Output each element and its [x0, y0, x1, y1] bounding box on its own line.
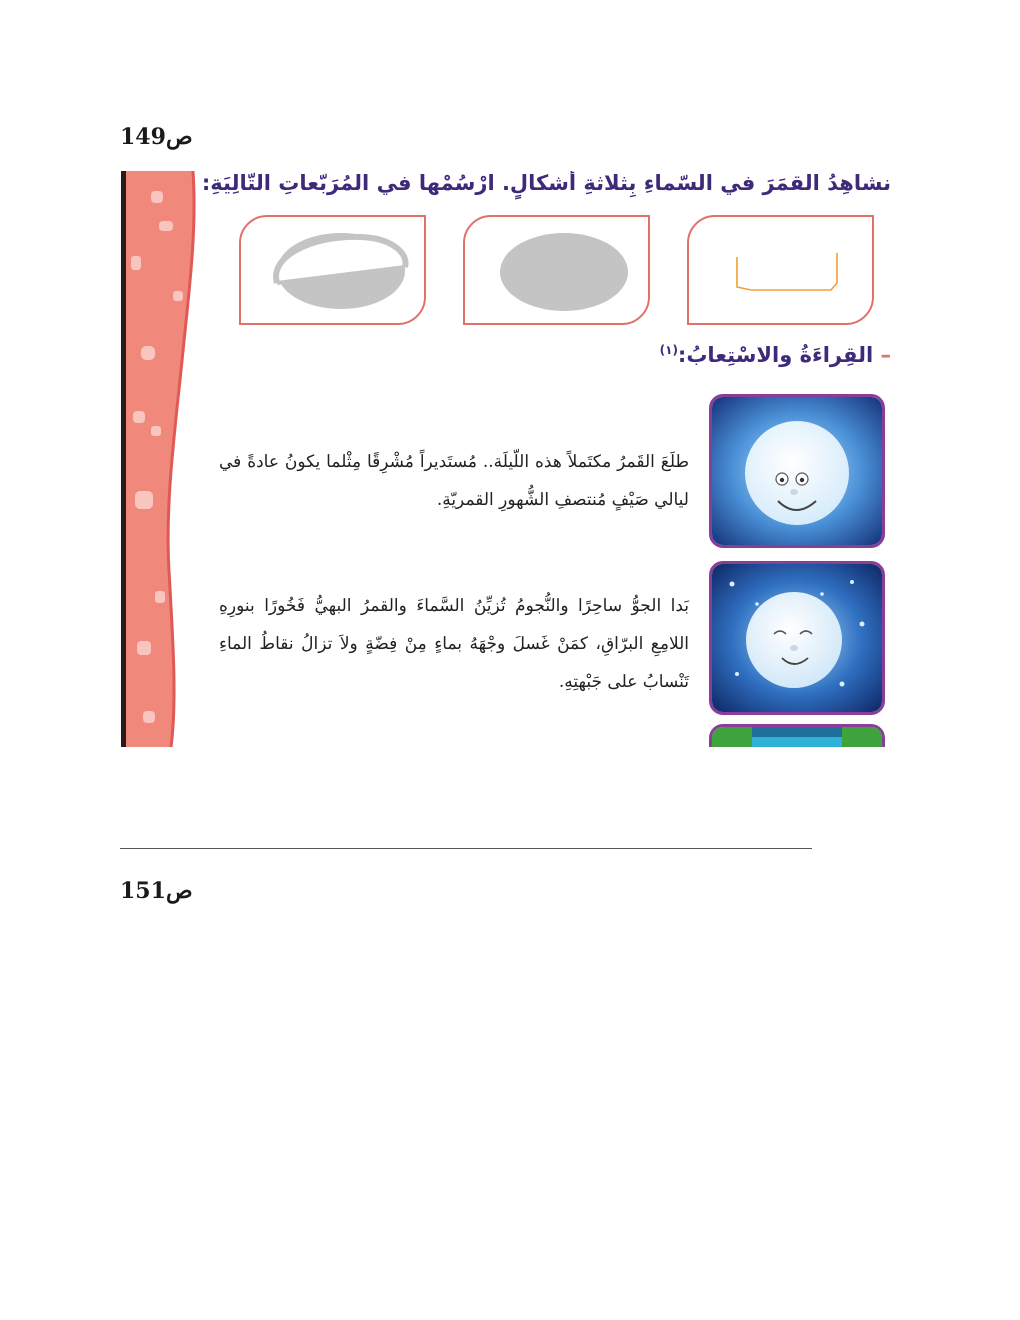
page-number-151: ص151 [120, 878, 193, 904]
drawing-box-3 [239, 215, 426, 325]
page-number-149: ص149 [120, 124, 193, 150]
moon-card-1 [709, 394, 885, 548]
textbook-scan [121, 171, 891, 747]
reading-heading [391, 343, 891, 367]
drawing-box-2 [463, 215, 650, 325]
decorative-border [121, 171, 201, 747]
moon-card-2 [709, 561, 885, 715]
exercise-title: نشاهِدُ القمَرَ في السّماءِ بِثلاثةِ أشكالٍ. ارْسُمْها في المُرَبّعاتِ التّالِيَةِ: [201, 171, 891, 195]
page-divider [120, 848, 812, 849]
moon-card-3 [709, 724, 885, 747]
footnote-mark: (١) [659, 343, 678, 357]
reading-paragraph-2: بَدا الجوُّ ساحِرًا والنُّجومُ تُزيِّنُ السَّماءَ والقمرُ البهيُّ فَخُورًا بنورِهِ اللامِعِ البرّاقِ، كمَنْ غَسلَ وجْهَهُ بماءٍ مِنْ فِضّةٍ ولاَ تزالُ نقاطُ الماءِ تَنْسابُ على جَبْهتِهِ. [219, 596, 689, 692]
sleeping-moon-icon [712, 564, 882, 712]
reading-paragraph-1: طلَعَ القَمرُ مكتَملاً هذه اللّيلَة.. مُستَديراً مُشْرِقًا مِثْلما يكونُ عادةً في ليالي صَيْفٍ مُنتصفِ الشُّهورِ القمريّةِ. [219, 452, 689, 510]
drawing-box-1 [687, 215, 874, 325]
reading-heading-text: القِراءَةُ والاسْتِعابُ: [677, 343, 874, 367]
heading-dash: – [873, 343, 891, 367]
curtain-scene-icon [712, 727, 882, 747]
full-moon-drawing [465, 217, 647, 322]
half-moon-drawing [241, 217, 423, 322]
smiling-moon-icon [712, 397, 882, 545]
crescent-outline-drawing [689, 217, 871, 322]
